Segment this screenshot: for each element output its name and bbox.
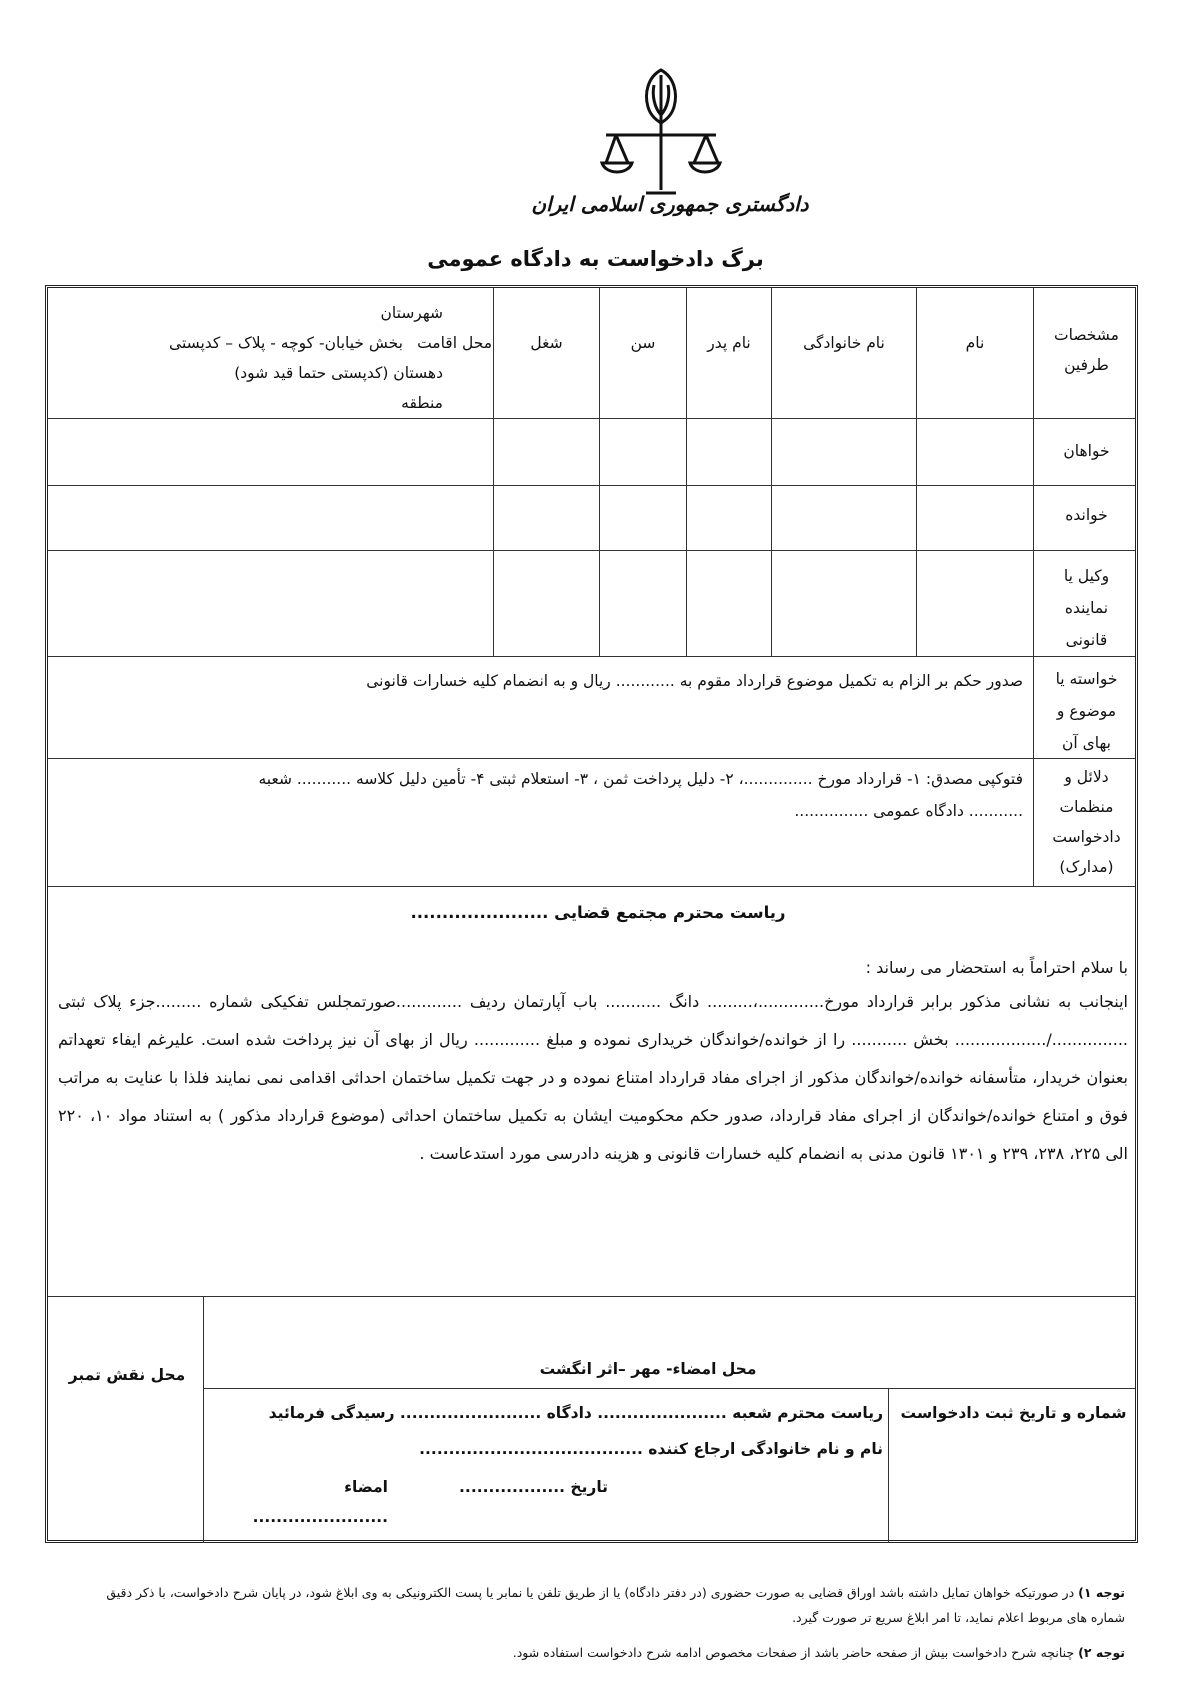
evidence-line2: ........... دادگاه عمومی ............... — [794, 802, 1023, 820]
note-2-text: چنانچه شرح دادخواست بیش از صفحه حاضر باشد از صفحات مخصوص ادامه شرح دادخواست استفاده شود. — [512, 1645, 1075, 1660]
referral-line1: ریاست محترم شعبه ...................... دادگاه ........................ رسیدگی فرمائید — [268, 1404, 883, 1422]
form-frame — [45, 285, 1138, 1543]
org-name: دادگستری جمهوری اسلامی ایران — [531, 192, 809, 216]
col-residence-header: محل اقامت — [417, 334, 492, 352]
col-age-header: سن — [630, 334, 656, 352]
claim-label: خواسته یا موضوع و بهای آن — [1055, 670, 1118, 752]
row-plaintiff-label: خواهان — [1063, 442, 1110, 460]
claim-text: صدور حکم بر الزام به تکمیل موضوع قرارداد مقوم به ............ ریال و به انضمام کلیه خسارات قانونی — [366, 672, 1023, 690]
petition-heading: ریاست محترم مجتمع قضایی ...................... — [410, 903, 786, 922]
referral-line2: نام و نام خانوادگی ارجاع کننده ...................................... — [419, 1440, 883, 1458]
judiciary-emblem-icon — [596, 65, 726, 200]
col-parties-header: مشخصات طرفین — [1054, 326, 1119, 374]
note-2-title: توجه ۲) — [1078, 1645, 1125, 1660]
row-defendant-label: خوانده — [1065, 506, 1108, 524]
stamp-place-label: محل نقش تمبر — [68, 1366, 186, 1384]
evidence-label: دلائل و منظمات دادخواست (مدارک) — [1052, 768, 1121, 876]
col-family-header: نام خانوادگی — [803, 334, 885, 352]
evidence-line1: فتوکپی مصدق: ۱- قرارداد مورخ ..............، ۲- دلیل پرداخت ثمن ، ۳- استعلام ثبتی ۴- تأمین دلیل کلاسه ........... شعبه — [258, 770, 1023, 788]
petition-greeting: با سلام احتراماً به استحضار می رساند : — [865, 958, 1128, 977]
form-title: برگ دادخواست به دادگاه عمومی — [427, 247, 764, 271]
col-name-header: نام — [965, 334, 985, 352]
note-2 — [85, 1640, 1125, 1665]
residence-line4: منطقه — [401, 394, 443, 412]
col-father-header: نام پدر — [707, 334, 751, 352]
date-field: تاریخ .................. — [459, 1478, 608, 1496]
col-job-header: شغل — [530, 334, 563, 352]
sign-place-label: محل امضاء- مهر –اثر انگشت — [539, 1360, 757, 1378]
note-1-title: توجه ۱) — [1078, 1585, 1125, 1600]
petition-body: اینجانب به نشانی مذکور برابر قرارداد مورخ.............،......... دانگ ........... باب آپارتمان ردیف .............صورتمجلس تفکیکی شماره .........جزء پلاک ثبتی .............../.................. بخش ........... را از خوانده/خواندگان خریداری نموده و مبلغ ............. ریال از بهای آن نیز پرداخت شده است. علیرغم ایفاء تعهداتم بعنوان خریدار، متأسفانه خوانده/خواندگان مذکور از اجرای مفاد قرارداد امتناع نموده و در جهت تکمیل ساختمان احداثی اقدامی نمی نمایند فلذا با عنایت به مراتب فوق و امتناع خوانده/خواندگان از اجرای مفاد قرارداد، صدور حکم محکومیت ایشان به تکمیل ساختمان احداثی (موضوع قرارداد مذکور ) به استناد مواد ۱۰، ۲۲۰ الی ۲۲۵، ۲۳۸، ۲۳۹ و ۱۳۰۱ قانون مدنی به انضمام کلیه خسارات قانونی و هزینه دادرسی مورد استدعاست . — [58, 992, 1129, 1163]
residence-line2: بخش خیابان- کوچه - پلاک – کدپستی — [169, 334, 403, 352]
residence-line1: شهرستان — [380, 304, 443, 322]
signature-field: امضاء ....................... — [252, 1478, 388, 1526]
note-1-text: در صورتیکه خواهان تمایل داشته باشد اوراق قضایی به صورت حضوری (در دفتر دادگاه) یا از طریق تلفن یا نمابر یا پست الکترونیکی به وی ابلاغ شود، در پایان شرح دادخواست، با ذکر دقیق شماره های مربوط اعلام نماید، تا امر ابلاغ سریع تر صورت گیرد. — [106, 1585, 1125, 1625]
row-lawyer-label: وکیل یا نماینده قانونی — [1063, 567, 1110, 649]
registration-label: شماره و تاریخ ثبت دادخواست — [900, 1404, 1127, 1422]
residence-line3: دهستان (کدپستی حتما قید شود) — [234, 364, 443, 382]
note-1 — [85, 1580, 1125, 1630]
